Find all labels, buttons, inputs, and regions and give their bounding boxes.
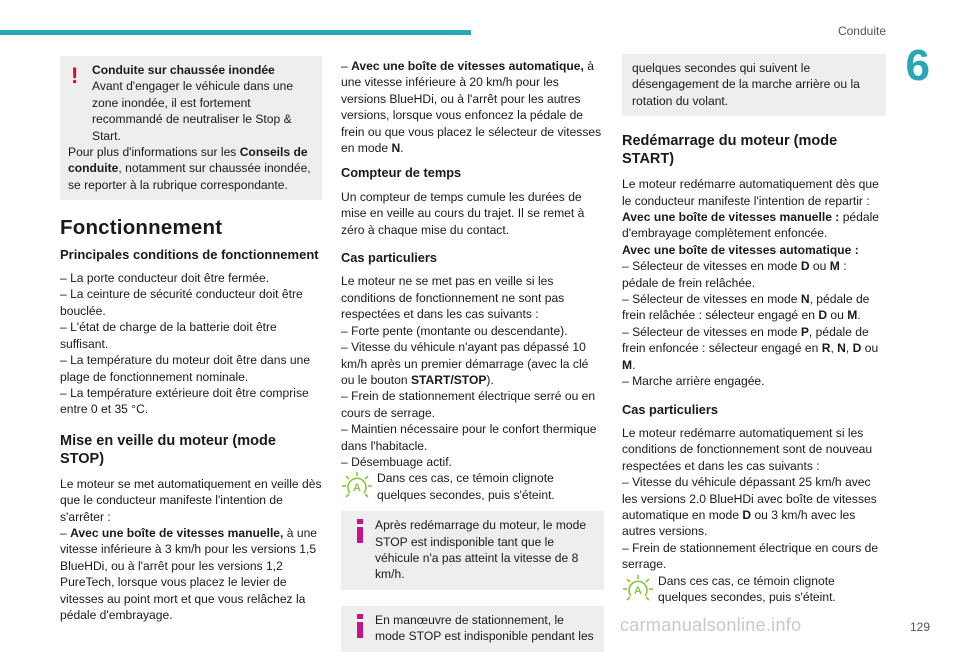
- warning-title: Conduite sur chaussée inondée: [92, 63, 275, 77]
- t: , pédale de frein relâchée : sélecteur engagé en: [622, 292, 870, 323]
- list-item: – Forte pente (montante ou descendante).: [341, 323, 568, 338]
- lamp-text: Dans ces cas, ce témoin clignote quelques secondes, puis s'éteint.: [377, 471, 555, 502]
- header-accent-bar: [0, 30, 471, 35]
- info-icon: [351, 519, 369, 543]
- dash: –: [60, 525, 71, 540]
- special-intro: Le moteur redémarre automatiquement si les conditions de fonctionnement sont de nouveau respectées et dans les cas suivants :: [622, 425, 873, 473]
- t: – Vitesse du véhicule dépassant 25 km/h avec les versions 2.0 BlueHDi avec boîte de vitesses automatique en mode: [622, 475, 877, 522]
- conditions-list: [60, 270, 322, 418]
- warning-box: [60, 56, 322, 200]
- start-manual-text: pédale d'embrayage complètement enfoncée.: [622, 210, 880, 241]
- warning-body: Avant d'engager le véhicule dans une zone inondée, il est fortement recommandé de neutraliser le Stop & Start.: [92, 79, 294, 143]
- t: ou 3 km/h avec les autres versions.: [622, 507, 856, 539]
- watermark: carmanualsonline.info: [620, 615, 802, 635]
- warning-body-3: , notamment sur chaussée inondée, se reporter à la rubrique correspondante.: [68, 161, 311, 192]
- mode-letter: D: [818, 308, 828, 323]
- list-item: – La porte conducteur doit être fermée.: [60, 271, 270, 286]
- t: ou: [827, 308, 848, 323]
- t: .: [632, 357, 636, 372]
- exclamation-icon: !: [71, 63, 79, 88]
- start-manual-label: Avec une boîte de vitesses manuelle :: [622, 210, 840, 225]
- heading-special-cases: Cas particuliers: [341, 250, 438, 266]
- mode-letter: M: [847, 308, 858, 323]
- start-manual: [622, 209, 886, 242]
- stop-manual-label: Avec une boîte de vitesses manuelle,: [70, 525, 284, 540]
- t: ,: [830, 341, 838, 356]
- list-item: [622, 291, 886, 324]
- svg-text:A: A: [353, 482, 361, 495]
- list-item-text: – Vitesse du véhicule n'ayant pas dépassé 10 km/h après un premier démarrage (avec la clé ou le bouton: [341, 340, 589, 387]
- t: ou: [809, 259, 830, 274]
- list-item: [622, 324, 886, 373]
- period: .: [400, 141, 404, 156]
- list-item: – Marche arrière engagée.: [622, 374, 765, 389]
- stop-auto: [341, 58, 604, 156]
- svg-text:A: A: [634, 584, 642, 597]
- list-item: – Maintien nécessaire pour le confort thermique dans l'habitacle.: [341, 422, 597, 453]
- warning-body-2: Pour plus d'informations sur les: [68, 145, 240, 160]
- mode-letter: M: [829, 259, 840, 274]
- list-item-end: ).: [486, 372, 494, 387]
- info-box-continued: [622, 54, 886, 116]
- mode-letter: P: [800, 324, 809, 339]
- list-item: – Frein de stationnement électrique en cours de serrage.: [622, 540, 879, 572]
- t: , pédale de frein enfoncée : sélecteur engagé en: [622, 324, 869, 356]
- list-item: – Désembuage actif.: [341, 454, 452, 469]
- dash: –: [341, 59, 352, 73]
- list-item: – L'état de charge de la batterie doit être suffisant.: [60, 320, 277, 351]
- heading-counter: Compteur de temps: [341, 165, 462, 181]
- stop-start-lamp-icon: [622, 574, 654, 604]
- t: .: [857, 308, 861, 323]
- heading-conditions: Principales conditions de fonctionnement: [60, 246, 319, 262]
- warning-link-term: Conseils de conduite: [68, 145, 308, 176]
- heading-start-mode: Redémarrage du moteur (mode START): [622, 133, 838, 168]
- stop-manual-text: à une vitesse inférieure à 3 km/h pour les versions 1,5 BlueHDi, ou à l'arrêt pour les versions 1,2 PureTech, lorsque vous placez le levier de vitesses au point mort et que vous relâchez la pédale d'embrayage.: [60, 525, 318, 622]
- start-intro: Le moteur redémarre automatiquement dès que le conducteur manifeste l'intention de repartir :: [622, 177, 879, 208]
- list-item: [622, 258, 886, 291]
- t: – Sélecteur de vitesses en mode: [622, 292, 801, 307]
- chapter-number: 6: [905, 41, 930, 90]
- section-title: Conduite: [837, 24, 886, 38]
- t: : pédale de frein relâchée.: [622, 259, 847, 290]
- special-intro: Le moteur ne se met pas en veille si les conditions de fonctionnement ne sont pas respectées et dans les cas suivants :: [341, 274, 565, 322]
- info-box-2: [341, 606, 604, 652]
- list-item: – La ceinture de sécurité conducteur doit être bouclée.: [60, 287, 303, 318]
- stop-manual: [60, 525, 322, 623]
- stop-auto-text: à une vitesse inférieure à 20 km/h pour les versions BlueHDi, ou à l'arrêt pour les autres versions, lorsque vous enfoncez la pédale de frein ou que vous placez le sélecteur de vitesses en mode: [341, 59, 602, 156]
- column-3: [622, 54, 886, 605]
- t: – Sélecteur de vitesses en mode: [622, 259, 801, 274]
- stop-start-lamp-icon: [341, 471, 373, 501]
- list-item: [622, 474, 886, 540]
- stop-auto-label: Avec une boîte de vitesses automatique,: [351, 59, 584, 73]
- stop-intro: Le moteur se met automatiquement en veille dès que le conducteur manifeste l'intention de s'arrêter :: [60, 476, 322, 524]
- t: – Sélecteur de vitesses en mode: [622, 324, 801, 339]
- info-continued-text: quelques secondes qui suivent le désengagement de la marche arrière ou la rotation du volant.: [632, 61, 860, 108]
- info-icon: [351, 614, 369, 638]
- t: ou: [861, 341, 879, 356]
- column-2: [341, 58, 604, 652]
- t: ,: [845, 341, 853, 356]
- mode-letter: N: [800, 292, 810, 307]
- mode-letter: D: [852, 341, 862, 356]
- warning-lamp-note: [622, 573, 886, 606]
- list-item: – La température du moteur doit être dans une plage de fonctionnement nominale.: [60, 353, 311, 384]
- mode-letter: D: [800, 259, 810, 274]
- info-box-1: [341, 511, 604, 590]
- info-text-1: Après redémarrage du moteur, le mode STOP est indisponible tant que le véhicule n'a pas atteint la vitesse de 8 km/h.: [375, 518, 587, 582]
- list-item: – Frein de stationnement électrique serré ou en cours de serrage.: [341, 389, 596, 420]
- lamp-text: Dans ces cas, ce témoin clignote quelques secondes, puis s'éteint.: [658, 573, 836, 604]
- heading-stop-mode: Mise en veille du moteur (mode STOP): [60, 432, 276, 467]
- heading-special-cases: Cas particuliers: [622, 401, 719, 417]
- mode-letter: N: [837, 341, 846, 356]
- mode-letter: R: [821, 341, 831, 356]
- start-auto-label: Avec une boîte de vitesses automatique :: [622, 242, 859, 257]
- list-item: [341, 339, 604, 388]
- page-number: 129: [909, 620, 930, 634]
- info-text-2: En manœuvre de stationnement, le mode STOP est indisponible pendant les: [375, 612, 594, 644]
- column-1: [60, 56, 322, 623]
- mode-letter: M: [622, 357, 633, 372]
- counter-text: Un compteur de temps cumule les durées de mise en veille au cours du trajet. Il se remet à zéro à chaque mise du contact.: [341, 189, 585, 237]
- mode-letter: N: [391, 141, 401, 156]
- heading-fonctionnement: Fonctionnement: [60, 216, 223, 240]
- mode-letter: D: [742, 507, 752, 522]
- start-stop-label: START/STOP: [410, 372, 487, 387]
- warning-lamp-note: [341, 470, 604, 503]
- list-item: – La température extérieure doit être comprise entre 0 et 35 °C.: [60, 385, 309, 417]
